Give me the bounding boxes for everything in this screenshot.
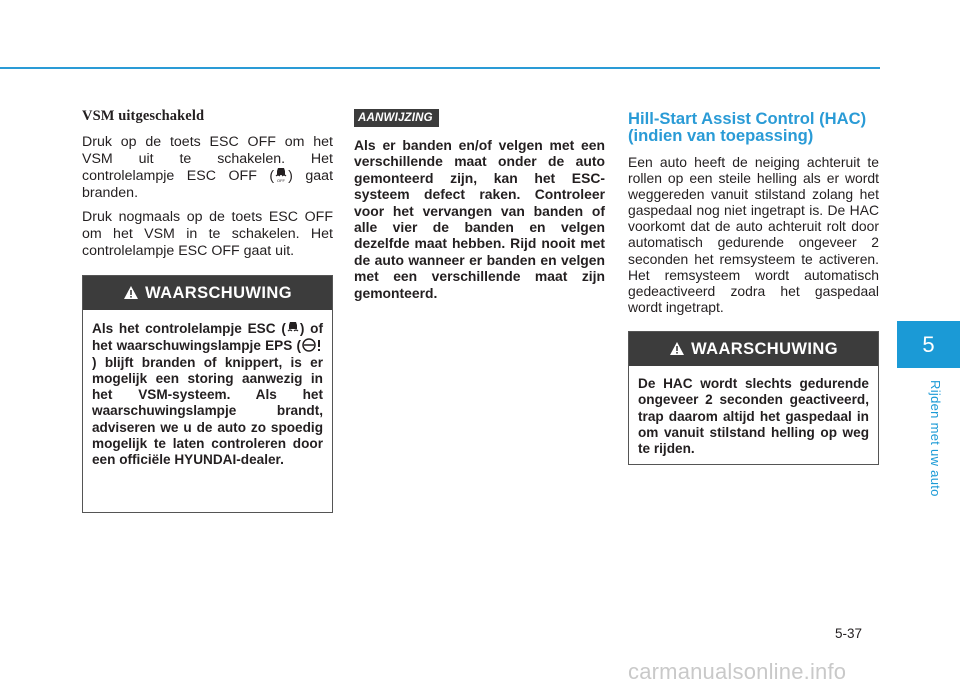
warning-text-part: ) of het waarschuwingslampje EPS ( bbox=[92, 321, 323, 354]
header-rule bbox=[0, 67, 880, 69]
warning-box-hac bbox=[628, 331, 879, 465]
column-vsm bbox=[82, 108, 333, 267]
warning-triangle-icon bbox=[669, 334, 685, 368]
esc-off-icon bbox=[274, 167, 288, 183]
paragraph-text: Druk op de toets ESC OFF om het VSM uit te schakelen. Het controlelampje ESC OFF ( bbox=[82, 134, 333, 185]
warning-text-part: Als het controlelampje ESC ( bbox=[92, 321, 286, 336]
watermark: carmanualsonline.info bbox=[628, 659, 847, 684]
eps-warning-icon bbox=[301, 337, 323, 353]
note-text: Als er banden en/of velgen met een verschillende maat onder de auto gemonteerd zijn, kan het ESC-systeem defect raken. Controleer voor het vervangen van banden of alle vier de banden en velgen dezelfde maat hebben. Rijd nooit met de auto wanneer er banden en velgen met een verschillende maat zijn gemonteerd. bbox=[354, 137, 605, 301]
warning-header-label: WAARSCHUWING bbox=[691, 340, 838, 358]
page-number: 5-37 bbox=[835, 626, 863, 641]
chapter-tab: 5 bbox=[897, 321, 960, 368]
note-badge: AANWIJZING bbox=[354, 109, 439, 127]
section-title: Hill-Start Assist Control (HAC) (indien van toepassing) bbox=[628, 109, 867, 145]
esc-icon bbox=[286, 320, 300, 336]
warning-header-label: WAARSCHUWING bbox=[145, 284, 292, 302]
warning-header bbox=[83, 276, 332, 310]
section-heading: VSM uitgeschakeld bbox=[82, 108, 205, 124]
warning-text bbox=[83, 310, 332, 477]
paragraph: Druk nogmaals op de toets ESC OFF om het VSM in te schakelen. Het controlelampje ESC OFF gaat uit. bbox=[82, 209, 333, 259]
warning-header bbox=[629, 332, 878, 366]
warning-text-part: ) blijft branden of knippert, is er mogelijk een storing aanwezig in het VSM-systeem. Als het waarschuwingslampje brandt, adviseren we u de auto zo spoedig mogelijk te laten controleren door een officiële HYUNDAI-dealer. bbox=[92, 354, 323, 468]
column-hac bbox=[628, 108, 879, 315]
warning-triangle-icon bbox=[123, 278, 139, 312]
column-note bbox=[354, 108, 605, 301]
warning-text: De HAC wordt slechts gedurende ongeveer 2 seconden geactiveerd, trap daarom altijd het gaspedaal in om vanuit stilstand helling op weg te rijden. bbox=[638, 376, 869, 457]
warning-box-esc bbox=[82, 275, 333, 513]
paragraph: Een auto heeft de neiging achteruit te rollen op een steile helling als er wordt weggereden vanuit stilstand zolang het gaspedaal nog niet ingetrapt is. De HAC voorkomt dat de auto achteruit rolt door automatisch gedurende ongeveer 2 seconden het remsysteem te activeren. Het remsysteem wordt automatisch gedeactiveerd zodra het gaspedaal wordt ingetrapt. bbox=[628, 154, 879, 315]
paragraph-text: ) gaat branden. bbox=[82, 168, 334, 201]
paragraph bbox=[82, 134, 333, 201]
chapter-label: Rijden met uw auto bbox=[928, 380, 943, 497]
svg-text:OFF: OFF bbox=[277, 178, 286, 184]
